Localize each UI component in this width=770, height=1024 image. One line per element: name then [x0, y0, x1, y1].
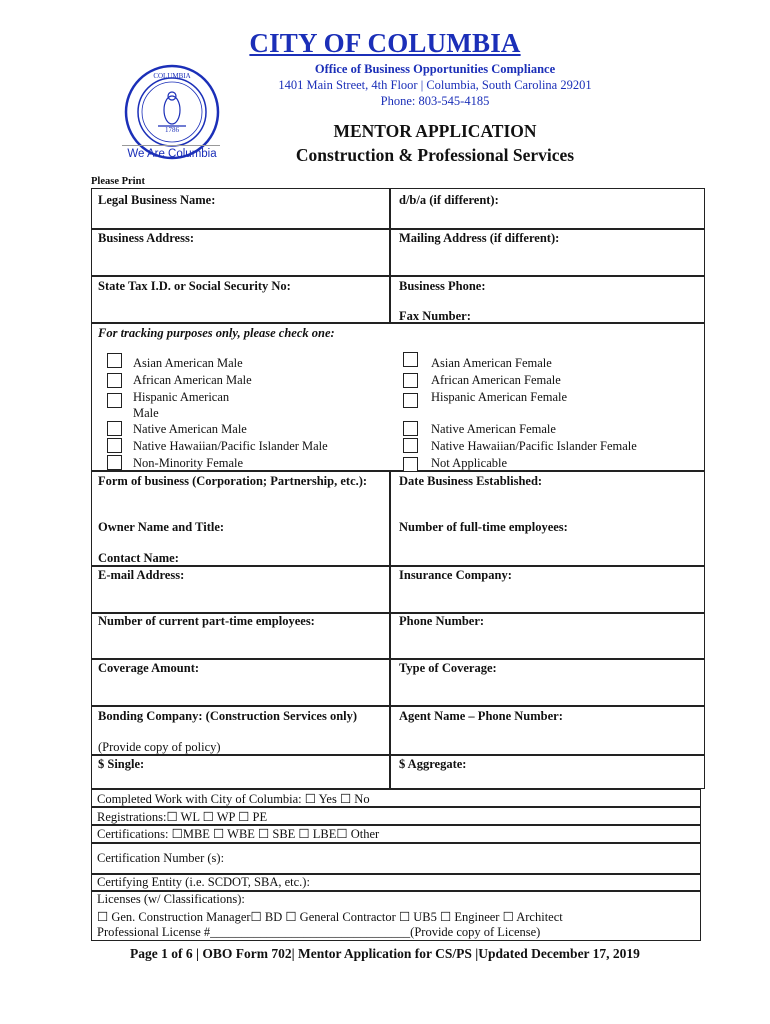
option-label: Male	[133, 406, 159, 420]
logo-caption: We Are Columbia	[127, 148, 217, 160]
mailing-address-field[interactable]: Mailing Address (if different):	[399, 231, 560, 245]
office-name: Office of Business Opportunities Compliance	[314, 62, 556, 76]
option-label: Hispanic American Female	[431, 390, 568, 404]
city-title: CITY OF COLUMBIA	[249, 28, 521, 58]
tracking-instructions: For tracking purposes only, please check one:	[98, 326, 335, 340]
certifications-options[interactable]: Certifications: ☐MBE ☐ WBE ☐ SBE ☐ LBE☐ Other	[97, 827, 380, 841]
certification-number-field[interactable]: Certification Number (s):	[97, 851, 225, 865]
office-phone: Phone: 803-545-4185	[380, 94, 490, 108]
registrations-options[interactable]: Registrations:☐ WL ☐ WP ☐ PE	[97, 810, 268, 824]
fulltime-employees-field[interactable]: Number of full-time employees:	[399, 520, 568, 534]
african-american-male-checkbox[interactable]	[107, 373, 122, 388]
contact-name-field[interactable]: Contact Name:	[98, 551, 179, 565]
single-amount-field[interactable]: $ Single:	[98, 757, 145, 771]
svg-text:COLUMBIA: COLUMBIA	[153, 72, 191, 80]
bonding-company-field[interactable]: Bonding Company: (Construction Services only)	[98, 709, 358, 723]
parttime-employees-field[interactable]: Number of current part-time employees:	[98, 614, 315, 628]
row-divider	[91, 565, 705, 567]
native-hawaiian-male-checkbox[interactable]	[107, 438, 122, 453]
column-divider	[389, 470, 391, 788]
option-label: Native American Female	[431, 422, 556, 436]
native-hawaiian-female-checkbox[interactable]	[403, 438, 418, 453]
legal-business-name-field[interactable]: Legal Business Name:	[98, 193, 216, 207]
asian-american-female-checkbox[interactable]	[403, 352, 418, 367]
option-label: Native Hawaiian/Pacific Islander Female	[431, 439, 637, 453]
row-divider	[91, 228, 705, 230]
option-label: Not Applicable	[431, 456, 508, 470]
row-divider	[91, 658, 705, 660]
type-of-coverage-field[interactable]: Type of Coverage:	[399, 661, 497, 675]
please-print-note: Please Print	[91, 176, 145, 187]
asian-american-male-checkbox[interactable]	[107, 353, 122, 368]
option-label: Hispanic American	[133, 390, 230, 404]
row-divider	[91, 322, 705, 324]
dba-field[interactable]: d/b/a (if different):	[399, 193, 499, 207]
tax-id-field[interactable]: State Tax I.D. or Social Security No:	[98, 279, 291, 293]
option-label: Asian American Female	[431, 356, 552, 370]
non-minority-female-checkbox[interactable]	[107, 455, 122, 470]
phone-number-field[interactable]: Phone Number:	[399, 614, 485, 628]
professional-license-field[interactable]: Professional License #________________________________(Provide copy of License)	[97, 925, 541, 939]
option-label: Asian American Male	[133, 356, 243, 370]
completed-work-options[interactable]: Completed Work with City of Columbia: ☐ Yes ☐ No	[97, 792, 370, 806]
not-applicable-checkbox[interactable]	[403, 457, 418, 472]
licenses-label: Licenses (w/ Classifications):	[97, 892, 245, 906]
business-phone-field[interactable]: Business Phone:	[399, 279, 486, 293]
policy-copy-note: (Provide copy of policy)	[98, 740, 221, 754]
fax-number-field[interactable]: Fax Number:	[399, 309, 471, 323]
african-american-female-checkbox[interactable]	[403, 373, 418, 388]
email-field[interactable]: E-mail Address:	[98, 568, 185, 582]
business-address-field[interactable]: Business Address:	[98, 231, 194, 245]
option-label: African American Male	[133, 373, 252, 387]
native-american-female-checkbox[interactable]	[403, 421, 418, 436]
date-established-field[interactable]: Date Business Established:	[399, 474, 543, 488]
insurance-company-field[interactable]: Insurance Company:	[399, 568, 512, 582]
aggregate-amount-field[interactable]: $ Aggregate:	[399, 757, 467, 771]
coverage-amount-field[interactable]: Coverage Amount:	[98, 661, 200, 675]
native-american-male-checkbox[interactable]	[107, 421, 122, 436]
application-title: MENTOR APPLICATION	[333, 121, 537, 141]
svg-text:1786: 1786	[165, 126, 179, 134]
license-type-options[interactable]: ☐ Gen. Construction Manager☐ BD ☐ General Contractor ☐ UB5 ☐ Engineer ☐ Architect	[97, 910, 563, 924]
hispanic-american-male-checkbox[interactable]	[107, 393, 122, 408]
owner-name-field[interactable]: Owner Name and Title:	[98, 520, 225, 534]
row-divider	[91, 705, 705, 707]
form-of-business-field[interactable]: Form of business (Corporation; Partnership, etc.):	[98, 474, 368, 488]
agent-name-phone-field[interactable]: Agent Name – Phone Number:	[399, 709, 563, 723]
page-footer: Page 1 of 6 | OBO Form 702| Mentor Application for CS/PS |Updated December 17, 2019	[130, 946, 640, 961]
row-divider	[91, 275, 705, 277]
column-divider	[389, 188, 391, 323]
option-label: Native American Male	[133, 422, 247, 436]
certifying-entity-field[interactable]: Certifying Entity (i.e. SCDOT, SBA, etc.):	[97, 875, 310, 889]
hispanic-american-female-checkbox[interactable]	[403, 393, 418, 408]
option-label: African American Female	[431, 373, 561, 387]
option-label: Native Hawaiian/Pacific Islander Male	[133, 439, 328, 453]
option-label: Non-Minority Female	[133, 456, 244, 470]
row-divider	[91, 842, 701, 844]
office-address: 1401 Main Street, 4th Floor | Columbia, South Carolina 29201	[278, 78, 592, 92]
application-subtitle: Construction & Professional Services	[295, 145, 575, 165]
